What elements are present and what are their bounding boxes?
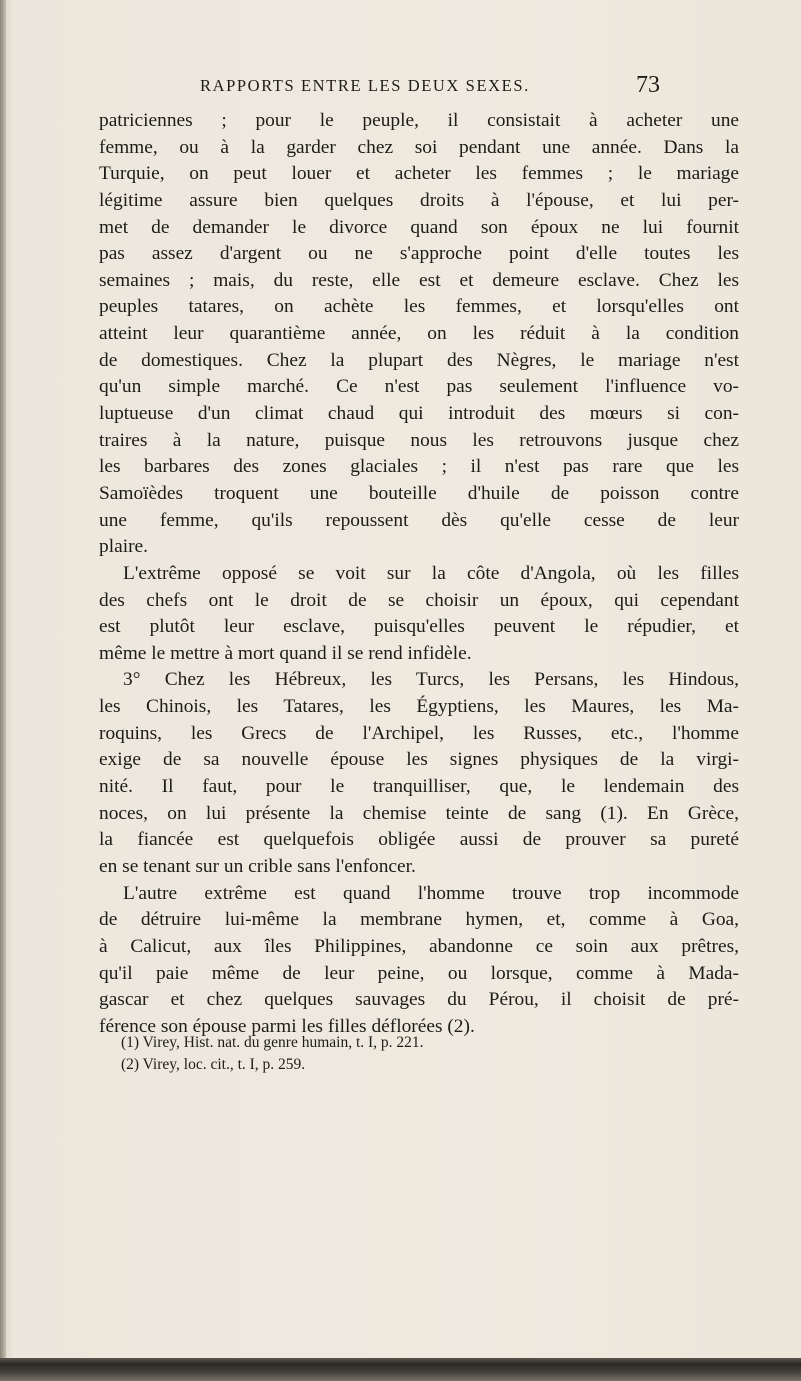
text-line: Turquie, on peut louer et acheter les femmes ; le mariage xyxy=(99,163,739,185)
text-line: qu'il paie même de leur peine, ou lorsque, comme à Mada- xyxy=(99,962,739,984)
footnote-2: (2) Virey, loc. cit., t. I, p. 259. xyxy=(121,1056,306,1073)
text-line: patriciennes ; pour le peuple, il consistait à acheter une xyxy=(99,110,739,131)
scan-bottom-edge xyxy=(0,1358,801,1381)
text-line: gascar et chez quelques sauvages du Pérou, il choisit de pré- xyxy=(99,989,739,1011)
text-line: L'extrême opposé se voit sur la côte d'Angola, où les filles xyxy=(123,562,739,584)
text-line: semaines ; mais, du reste, elle est et demeure esclave. Chez les xyxy=(99,269,739,291)
text-line: 3° Chez les Hébreux, les Turcs, les Persans, les Hindous, xyxy=(123,669,739,691)
text-line: de domestiques. Chez la plupart des Nègres, le mariage n'est xyxy=(99,349,739,371)
text-line: L'autre extrême est quand l'homme trouve trop incommode xyxy=(123,882,739,904)
text-line: une femme, qu'ils repoussent dès qu'elle cesse de leur xyxy=(99,509,739,531)
text-line: met de demander le divorce quand son époux ne lui fournit xyxy=(99,216,739,238)
text-line: traires à la nature, puisque nous les retrouvons jusque chez xyxy=(99,429,739,451)
text-line: noces, on lui présente la chemise teinte de sang (1). En Grèce, xyxy=(99,802,739,824)
text-line: plaire. xyxy=(99,536,148,558)
text-line: Samoïèdes troquent une bouteille d'huile de poisson contre xyxy=(99,482,739,504)
footnotes xyxy=(121,1032,741,1076)
text-line: la fiancée est quelquefois obligée aussi de prouver sa pureté xyxy=(99,829,739,851)
text-line: les barbares des zones glaciales ; il n'est pas rare que les xyxy=(99,456,739,478)
text-line: légitime assure bien quelques droits à l'épouse, et lui per- xyxy=(99,189,739,211)
text-line: qu'un simple marché. Ce n'est pas seulement l'influence vo- xyxy=(99,376,739,398)
text-line: femme, ou à la garder chez soi pendant une année. Dans la xyxy=(99,136,739,158)
text-line: atteint leur quarantième année, on les réduit à la condition xyxy=(99,323,739,345)
text-line: même le mettre à mort quand il se rend infidèle. xyxy=(99,642,472,664)
text-line: les Chinois, les Tatares, les Égyptiens, les Maures, les Ma- xyxy=(99,696,739,718)
body-text xyxy=(99,108,739,1040)
text-line: est plutôt leur esclave, puisqu'elles peuvent le répudier, et xyxy=(99,616,739,638)
text-line: à Calicut, aux îles Philippines, abandonne ce soin aux prêtres, xyxy=(99,935,739,957)
text-line: luptueuse d'un climat chaud qui introduit des mœurs si con- xyxy=(99,403,739,425)
text-line: exige de sa nouvelle épouse les signes physiques de la virgi- xyxy=(99,749,739,771)
text-line: férence son épouse parmi les filles déflorées (2). xyxy=(99,1015,475,1037)
text-line: nité. Il faut, pour le tranquilliser, que, le lendemain des xyxy=(99,776,739,798)
running-title: RAPPORTS ENTRE LES DEUX SEXES. xyxy=(200,76,530,95)
page-binding-edge xyxy=(0,0,6,1381)
running-head xyxy=(190,72,660,102)
page-number: 73 xyxy=(636,72,660,98)
text-line: des chefs ont le droit de se choisir un époux, qui cependant xyxy=(99,589,739,611)
text-line: roquins, les Grecs de l'Archipel, les Russes, etc., l'homme xyxy=(99,722,739,744)
footnote-1: (1) Virey, Hist. nat. du genre humain, t. I, p. 221. xyxy=(121,1034,424,1051)
text-line: pas assez d'argent ou ne s'approche point d'elle toutes les xyxy=(99,243,739,265)
text-line: peuples tatares, on achète les femmes, et lorsqu'elles ont xyxy=(99,296,739,318)
text-line: en se tenant sur un crible sans l'enfoncer. xyxy=(99,855,416,877)
text-line: de détruire lui-même la membrane hymen, et, comme à Goa, xyxy=(99,909,739,931)
